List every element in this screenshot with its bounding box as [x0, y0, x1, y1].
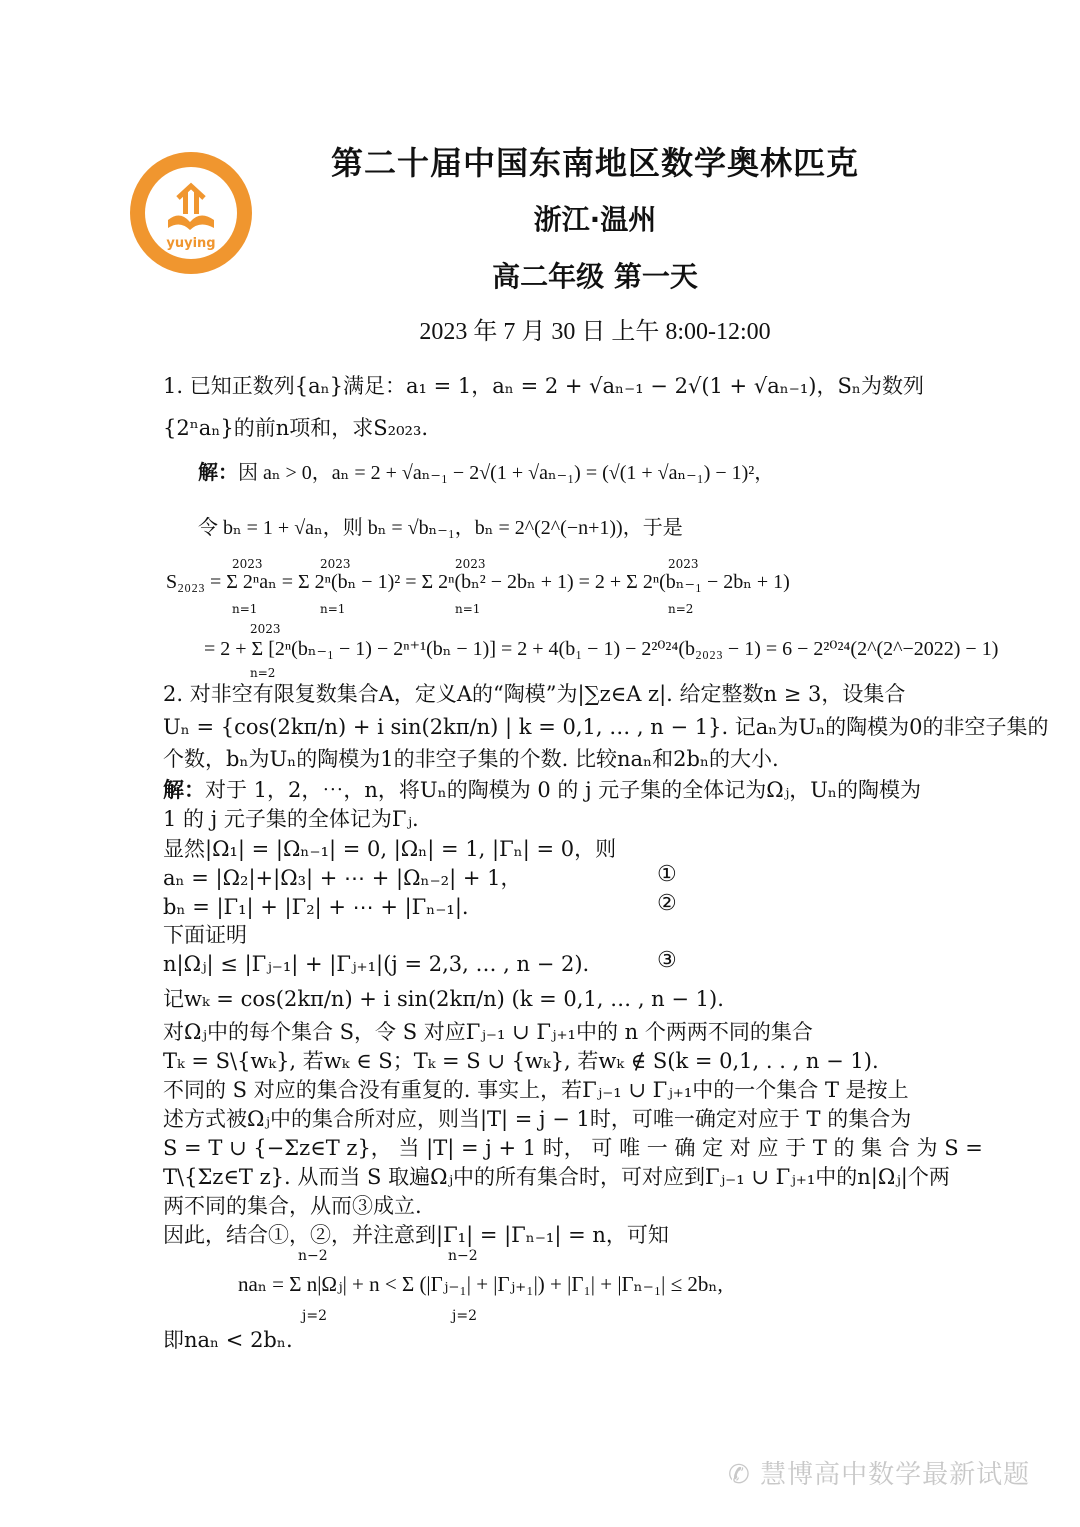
q1-line2: {2ⁿaₙ}的前n项和，求S₂₀₂₃.: [163, 416, 429, 440]
q1-solution-line1: [198, 459, 953, 488]
sum-lower-limit: n=2: [250, 666, 276, 680]
q2-s7: n|Ωⱼ| ≤ |Γⱼ₋₁| + |Γⱼ₊₁|(j = 2,3, … , n − 2).: [163, 952, 590, 976]
q1-line1: 1. 已知正数列{aₙ}满足：a₁ = 1，aₙ = 2 + √aₙ₋₁ − 2√(1 + √aₙ₋₁)，Sₙ为数列: [163, 374, 924, 398]
equation-mark-1: ①: [657, 862, 677, 887]
sum-lower-limit: j=2: [452, 1308, 477, 1324]
sum-upper-limit: 2023: [668, 557, 699, 571]
sum-upper-limit: 2023: [320, 557, 351, 571]
q2-s12: 述方式被Ωⱼ中的集合所对应，则当|T| = j − 1时，可唯一确定对应于 T 的集合为: [163, 1107, 912, 1131]
q2-s6: 下面证明: [163, 923, 247, 947]
q2-s4: aₙ = |Ω₂|+|Ω₃| + ⋯ + |Ωₙ₋₂| + 1，: [163, 866, 522, 890]
q2-s11: 不同的 S 对应的集合没有重复的. 事实上，若Γⱼ₋₁ ∪ Γⱼ₊₁中的一个集合 T 是按上: [163, 1078, 909, 1102]
q2-line3: 个数，bₙ为Uₙ的陶模为1的非空子集的个数. 比较naₙ和2bₙ的大小.: [163, 747, 779, 771]
q2-conclusion: 即naₙ < 2bₙ.: [163, 1328, 293, 1352]
q2-solution-line1: 解：对于 1，2，⋯，n，将Uₙ的陶模为 0 的 j 元子集的全体记为Ωⱼ，Uₙ的陶模为: [163, 777, 922, 802]
q2-line1: 2. 对非空有限复数集合A，定义A的“陶模”为|∑z∈A z|. 给定整数n ≥ 3，设集合: [163, 682, 906, 706]
q2-line2: Uₙ = {cos(2kπ/n) + i sin(2kπ/n) | k = 0,1, … , n − 1}. 记aₙ为Uₙ的陶模为0的非空子集的: [163, 715, 1049, 739]
q2-s13: S = T ∪ {−Σz∈T z}， 当 |T| = j + 1 时， 可 唯 一 确 定 对 应 于 T 的 集 合 为 S =: [163, 1136, 983, 1160]
sum-lower-limit: j=2: [302, 1308, 327, 1324]
q2-s14: T\{Σz∈T z}. 从而当 S 取遍Ωⱼ中的所有集合时，可对应到Γⱼ₋₁ ∪ Γⱼ₊₁中的n|Ωⱼ|个两: [163, 1165, 950, 1189]
sum-upper-limit: 2023: [250, 622, 281, 636]
q2-s5: bₙ = |Γ₁| + |Γ₂| + ⋯ + |Γₙ₋₁|.: [163, 895, 469, 919]
q2-solution-label: 解：: [163, 777, 205, 802]
exam-grade-day: 高二年级 第一天: [492, 260, 698, 293]
q2-s10: Tₖ = S\{wₖ}, 若wₖ ∈ S；Tₖ = S ∪ {wₖ}, 若wₖ ∉ S(k = 0,1, . . , n − 1).: [163, 1049, 879, 1073]
q1-sum-line2: = 2 + Σ [2ⁿ(bₙ₋₁ − 1) − 2ⁿ⁺¹(bₙ − 1)] = 2 + 4(b₁ − 1) − 2²⁰²⁴(b₂₀₂₃ − 1) = 6 − 2²⁰²⁴(2^(2^−2022) − 1): [204, 638, 999, 660]
logo-text: yuying: [166, 236, 216, 251]
exam-location: 浙江·温州: [533, 203, 657, 236]
equation-mark-3: ③: [657, 948, 677, 973]
q2-s15: 两不同的集合，从而③成立.: [163, 1194, 422, 1218]
q2-s9: 对Ωⱼ中的每个集合 S，令 S 对应Γⱼ₋₁ ∪ Γⱼ₊₁中的 n 个两两不同的集合: [163, 1020, 813, 1044]
exam-title: 第二十届中国东南地区数学奥林匹克: [330, 144, 859, 182]
q1-sol2: 令 bₙ = 1 + √aₙ，则 bₙ = √bₙ₋₁，bₙ = 2^(2^(−n+1))，于是: [198, 517, 683, 539]
q1-sum-line1: S₂₀₂₃ = Σ 2ⁿaₙ = Σ 2ⁿ(bₙ − 1)² = Σ 2ⁿ(bₙ² − 2bₙ + 1) = 2 + Σ 2ⁿ(bₙ₋₁ − 2bₙ + 1): [166, 571, 790, 593]
wechat-icon: ✆: [728, 1460, 751, 1490]
sum-upper-limit: 2023: [455, 557, 486, 571]
sum-lower-limit: n=1: [455, 602, 481, 616]
watermark-text: 慧博高中数学最新试题: [760, 1460, 1031, 1490]
sum-upper-limit: n−2: [298, 1248, 328, 1264]
yuying-logo: [128, 150, 254, 276]
watermark: [728, 1454, 1030, 1491]
exam-datetime: 2023 年 7 月 30 日 上午 8:00-12:00: [419, 319, 771, 345]
sum-upper-limit: 2023: [232, 557, 263, 571]
q2-final-equation: naₙ = Σ n|Ωⱼ| + n < Σ (|Γⱼ₋₁| + |Γⱼ₊₁|) + |Γ₁| + |Γₙ₋₁| ≤ 2bₙ,: [238, 1272, 723, 1296]
q1-solution-label: 解：: [198, 462, 238, 484]
equation-mark-2: ②: [657, 891, 677, 916]
sum-lower-limit: n=2: [668, 602, 694, 616]
q2-s16: 因此，结合①，②，并注意到|Γ₁| = |Γₙ₋₁| = n，可知: [163, 1223, 669, 1247]
sum-lower-limit: n=1: [320, 602, 346, 616]
q2-s8: 记wₖ = cos(2kπ/n) + i sin(2kπ/n) (k = 0,1, … , n − 1).: [163, 987, 724, 1011]
q2-s2: 1 的 j 元子集的全体记为Γⱼ.: [163, 807, 419, 831]
q2-s3: 显然|Ω₁| = |Ωₙ₋₁| = 0, |Ωₙ| = 1, |Γₙ| = 0，则: [163, 837, 617, 861]
q1-sol1: 因 aₙ > 0，aₙ = 2 + √aₙ₋₁ − 2√(1 + √aₙ₋₁) = (√(1 + √aₙ₋₁) − 1)²，: [238, 462, 775, 484]
sum-lower-limit: n=1: [232, 602, 258, 616]
sum-upper-limit: n−2: [448, 1248, 478, 1264]
